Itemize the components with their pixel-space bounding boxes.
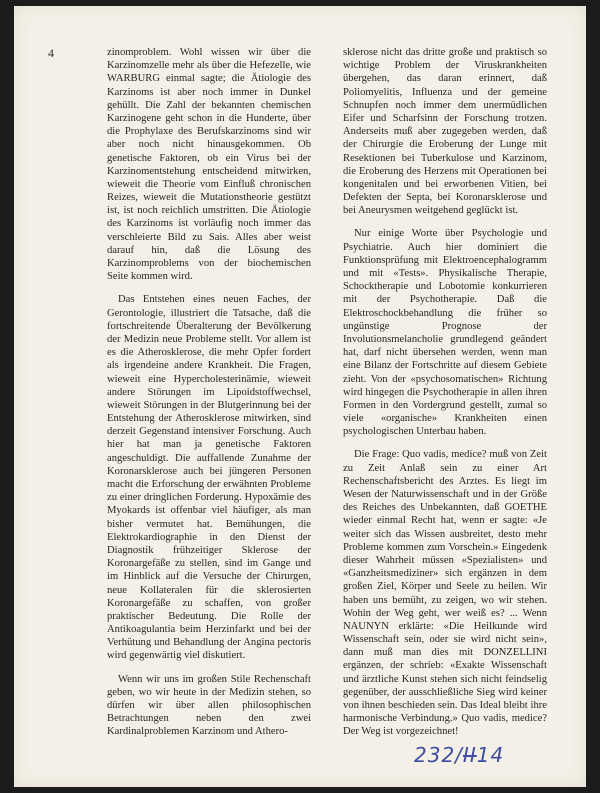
handwritten-note-prefix: 232/ <box>414 743 463 767</box>
page-number: 4 <box>48 46 54 60</box>
text-column-left <box>107 46 311 739</box>
paragraph: Wenn wir uns im großen Stile Rechenschaft geben, wo wir heute in der Medizin stehen, so dürfen wir über allen philosophischen Betrachtungen neben den zwei Kardinalproblemen Karzinom und Athero- <box>107 673 311 738</box>
document-page <box>14 6 586 787</box>
paragraph: Die Frage: Quo vadis, medice? muß von Zeit zu Zeit Anlaß sein zu einer Art Rechenschaftsbericht des Arztes. Es liegt im Wesen der Naturwissenschaft und in der Größe des Reiches des Unbekannten, daß GOETHE wieder einmal Recht hat, wenn er sagte: «Je weiter sich das Wissen ausbreitet, desto mehr Probleme kommen zum Vorschein.» Eingedenk dieser Wahrheit müssen «Spezialisten» und «Ganzheitsmediziner» sich ergänzen in dem großen Ziel, Körper und Seele zu heilen. Wir haben uns bemüht, zu zeigen, wo wir stehen. Wohin der Weg geht, wer weiß es? ... Wenn NAUNYN erklärte: «Die Heilkunde wird Wissenschaft sein, oder sie wird nicht sein», dann muß man dies mit DONZELLINI ergänzen, der schrieb: «Exakte Wissenschaft und ärztliche Kunst stehen sich nicht feindselig gegenüber, der ausschließliche Sieg wird keiner von ihnen beschieden sein. Das Ideal bleibt ihre harmonische Verbindung.» Quo vadis, medice? Der Weg ist vorgezeichnet! <box>343 449 547 738</box>
handwritten-note-struck: II <box>462 743 477 767</box>
paragraph: sklerose nicht das dritte große und praktisch so wichtige Problem der Viruskrankheiten übergehen, das daran erinnert, daß Poliomyelitis, Influenza und der gemeine Schnupfen noch immer dem unermüdlichen Eifer und Scharfsinn der Forschung trotzen. Anderseits muß aber zugegeben werden, daß der Chirurgie die Eroberung der Lunge mit Resektionen bei Tuberkulose und Karzinom, die Eroberung des Herzens mit Operationen bei kongenitalen und bei erworbenen Vitien, bei Defekten der Septa, bei Koronarsklerose und bei Aneurysmen weitgehend geglückt ist. <box>343 47 547 217</box>
text-column-right <box>343 46 547 739</box>
handwritten-note <box>414 743 504 767</box>
paragraph: zinomproblem. Wohl wissen wir über die Karzinomzelle mehr als über die Hefezelle, wie WARBURG einmal sagte; die Ätiologie des Karzinoms ist aber noch immer in Dunkel gehüllt. Die Zahl der bekannten chemischen Karzinogene geht schon in die Hunderte, über die Prophylaxe des Berufskarzinoms sind wir aber noch nicht hinausgekommen. Ob genetische Faktoren, ob ein Virus bei der Karzinomentstehung entscheidend mitwirken, wieweit die Theorie vom Einfluß chronischen Reizes, wieweit die Mutationstheorie gestützt ist, ist noch reichlich umstritten. Die Ätiologie des Karzinoms ist vorläufig noch immer das verschleierte Bild zu Sais. Alles aber weist darauf hin, daß die Lösung des Karzinomproblems von der biochemischen Seite kommen wird. <box>107 47 311 283</box>
paragraph: Nur einige Worte über Psychologie und Psychiatrie. Auch hier dominiert die Funktionsprüfung mit Elektroencephalogramm und mit «Tests». Physikalische Therapie, Schocktherapie und Lobotomie konkurrieren mit der Psychotherapie. Daß die Elektroschockbehandlung die früher so ungünstige Prognose der Involutionsmelancholie grundlegend geändert hat, darf nicht übersehen werden, wenn man eine Bilanz der Fortschritte auf diesem Gebiete zieht. Von der «psychosomatischen» Richtung wird hingegen die Psychotherapie in allen ihren Formen in den Vordergrund gestellt, zumal so viele «organische» Krankheiten einen psychologischen Unterbau haben. <box>343 228 547 438</box>
paragraph: Das Entstehen eines neuen Faches, der Gerontologie, illustriert die Tatsache, daß die fortschreitende Überalterung der Bevölkerung der Medizin neue Probleme stellt. Vor allem ist es die Atherosklerose, die mehr Opfer fordert als irgendeine andere Krankheit. Die Fragen, wieweit eine Hypercholesterinämie, wieweit andere Störungen im Lipoidstoffwechsel, wieweit Störungen in der Blutgerinnung bei der Entstehung der Atherosklerose mitwirken, sind derzeit Gegenstand intensiver Forschung. Auch hier hat man ja genetische Faktoren angeschuldigt. Die auffallende Zunahme der Koronarsklerose auch bei jüngeren Personen macht die Erforschung der erwähnten Probleme zu einer dringlichen Forderung. Hypoxämie des Myokards ist offenbar viel häufiger, als man bisher vermutet hat. Bemühungen, die Elektrokardiographie in den Dienst der Diagnostik frühzeitiger Sklerose der Koronargefäße zu stellen, sind im Gange und im Hinblick auf die Versuche der Chirurgen, neue Kollateralen für die sklerosierten Koronargefäße zu schaffen, von großer praktischer Bedeutung. Die Rolle der Antikoagulantia beim Herzinfarkt und bei der Verhütung und Behandlung der Angina pectoris wird gegenwärtig viel diskutiert. <box>107 294 311 662</box>
handwritten-note-suffix: 14 <box>476 743 505 767</box>
